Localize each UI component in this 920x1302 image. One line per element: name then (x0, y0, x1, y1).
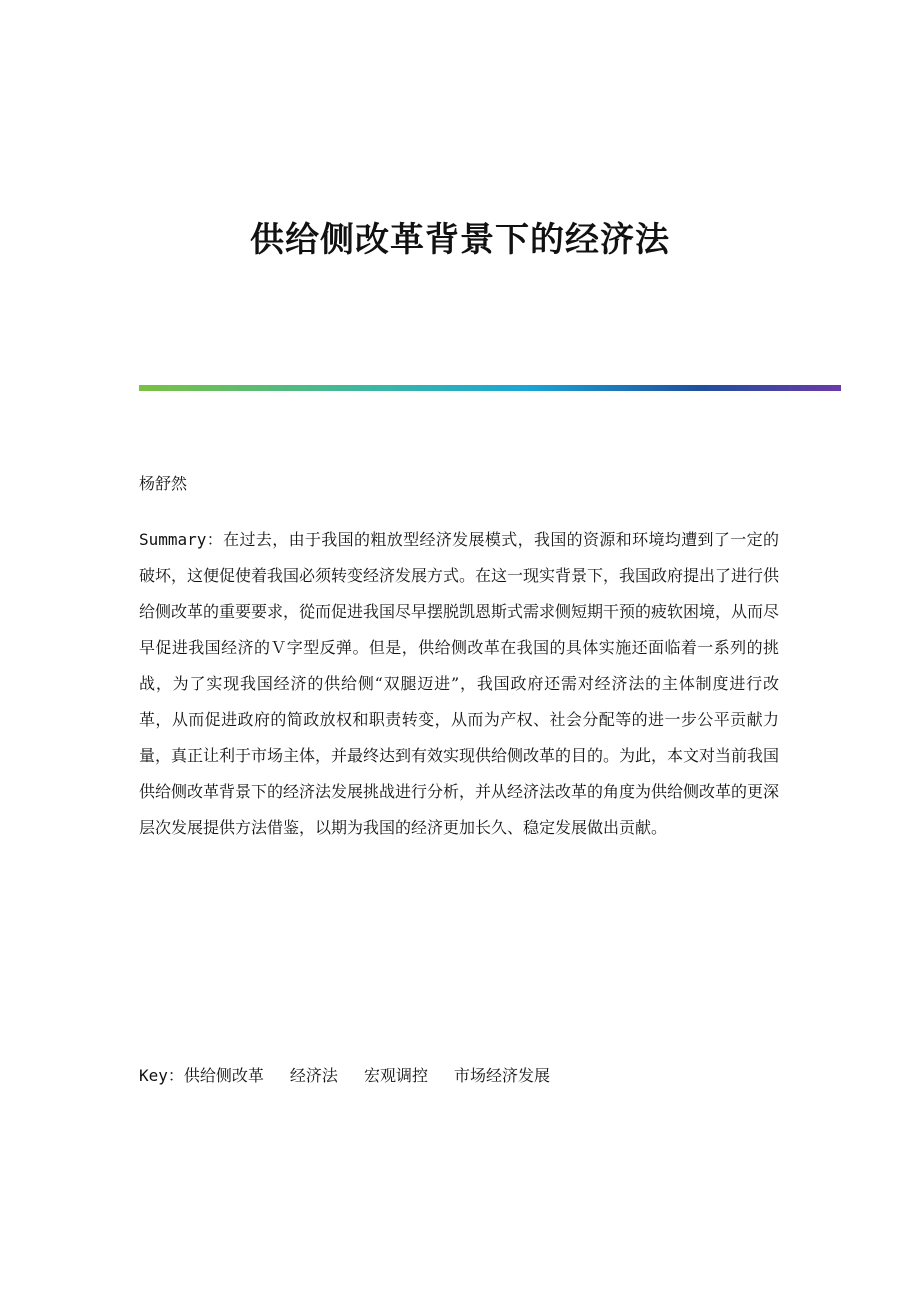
summary-paragraph (139, 522, 779, 846)
title-divider (139, 385, 841, 391)
author-name: 杨舒然 (139, 474, 188, 493)
keyword-item: 经济法 (289, 1066, 338, 1085)
keyword-item: 宏观调控 (363, 1066, 428, 1085)
keywords-label: Key： (139, 1066, 184, 1085)
keyword-item: 市场经济发展 (453, 1066, 550, 1085)
keyword-item: 供给侧改革 (183, 1066, 264, 1085)
summary-text: 在过去，由于我国的粗放型经济发展模式，我国的资源和环境均遭到了一定的破坏，这便促使着我国必须转变经济发展方式。在这一现实背景下，我国政府提出了进行供给侧改革的重要要求，從而促进我国尽早摆脱凯恩斯式需求侧短期干预的疲软困境，从而尽早促进我国经济的Ｖ字型反弹。但是，供给侧改革在我国的具体实施还面临着一系列的挑战，为了实现我国经济的供给侧“双腿迈进”，我国政府还需对经济法的主体制度进行改革，从而促进政府的简政放权和职责转变，从而为产权、社会分配等的进一步公平贡献力量，真正让利于市场主体，并最终达到有效实现供给侧改革的目的。为此，本文对当前我国供给侧改革背景下的经济法发展挑战进行分析，并从经济法改革的角度为供给侧改革的更深层次发展提供方法借鉴，以期为我国的经济更加长久、稳定发展做出贡献。 (139, 530, 780, 837)
summary-label: Summary： (139, 530, 224, 549)
page-title: 供给侧改革背景下的经济法 (250, 220, 670, 260)
keywords-line (139, 1060, 576, 1092)
